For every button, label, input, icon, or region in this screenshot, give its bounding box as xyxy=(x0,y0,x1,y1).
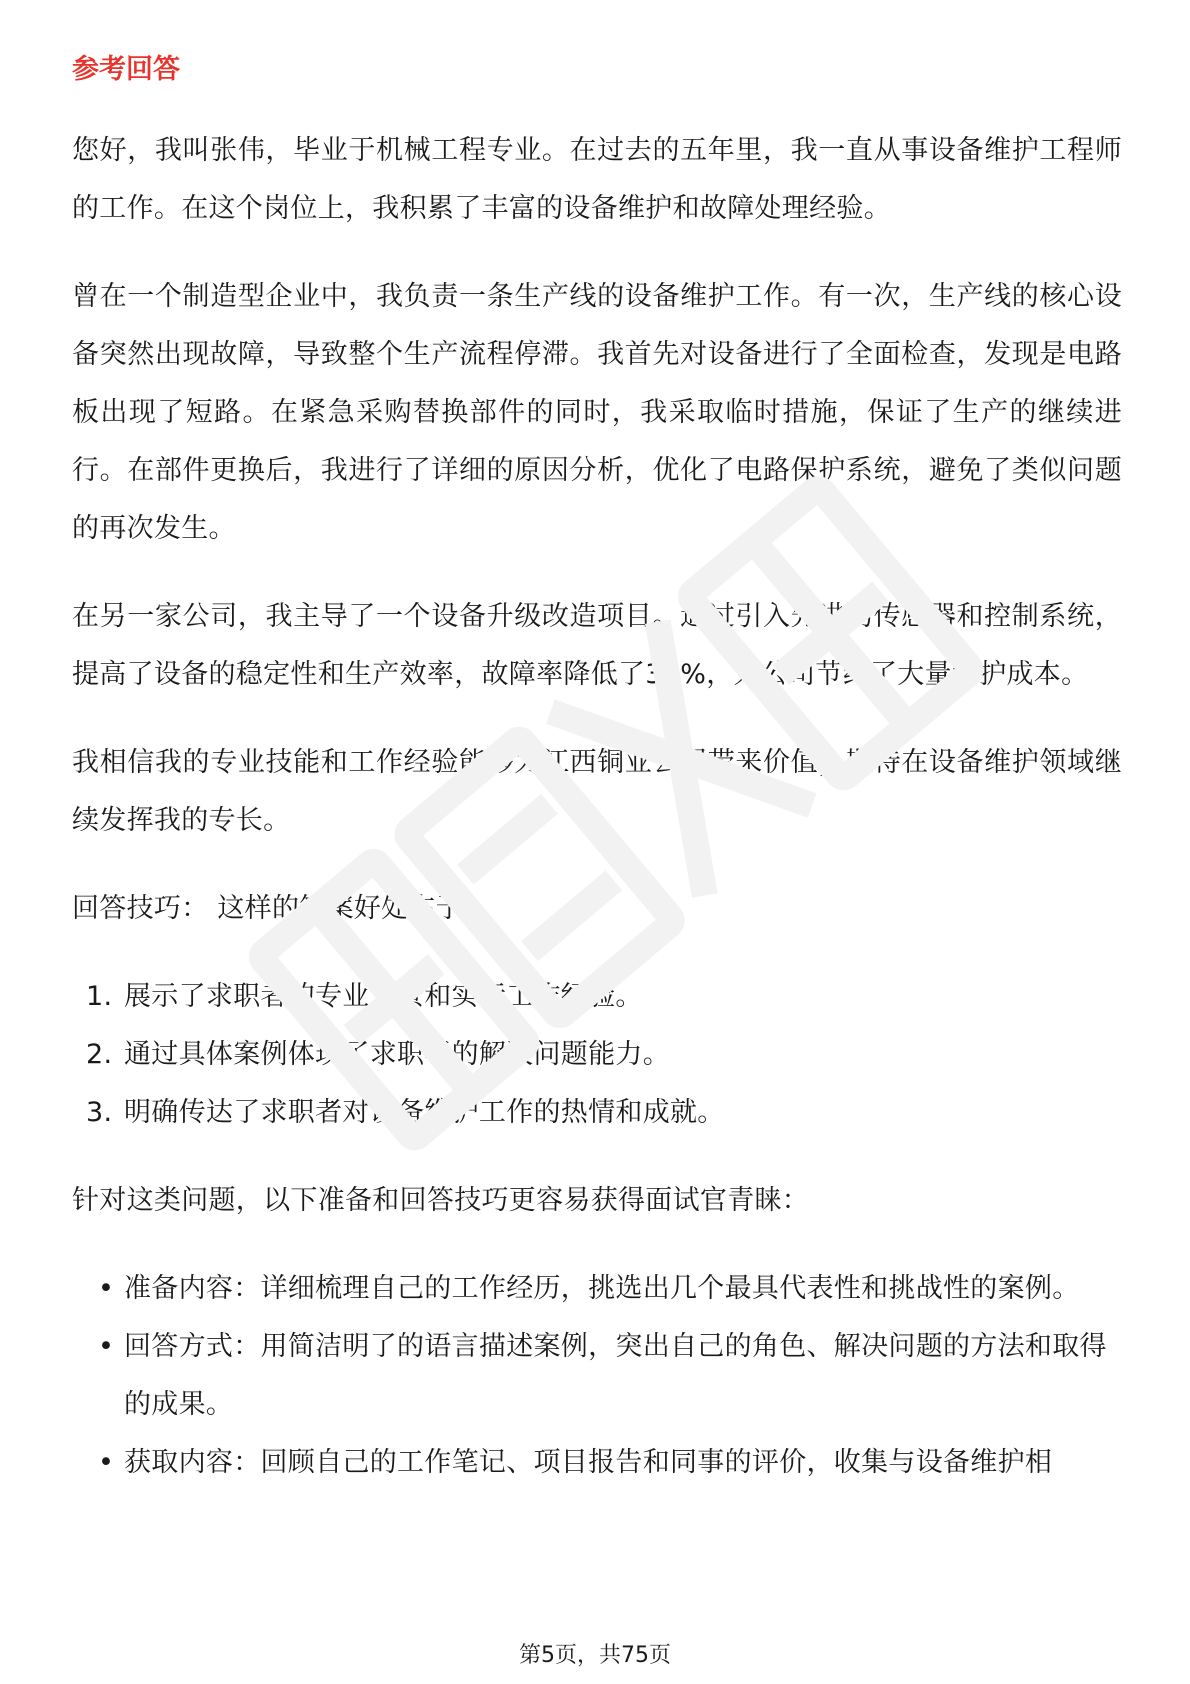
tips-intro: 回答技巧： 这样的答案好处在于： xyxy=(72,893,491,924)
list-item xyxy=(72,1084,1122,1142)
document-body xyxy=(72,48,1122,1522)
advice-intro: 针对这类问题，以下准备和回答技巧更容易获得面试官青睐： xyxy=(72,1185,810,1216)
bullet-icon: • xyxy=(98,1273,115,1304)
list-item-text: 展示了求职者的专业背景和实际工作经验。 xyxy=(124,981,643,1012)
list-item xyxy=(72,968,1122,1026)
paragraph-intro: 您好，我叫张伟，毕业于机械工程专业。在过去的五年里，我一直从事设备维护工程师的工作。在这个岗位上，我积累了丰富的设备维护和故障处理经验。 xyxy=(72,135,1122,224)
list-item-text: 明确传达了求职者对设备维护工作的热情和成就。 xyxy=(124,1097,725,1128)
paragraph-closing: 我相信我的专业技能和工作经验能够为江西铜业公司带来价值，期待在设备维护领域继续发挥我的专长。 xyxy=(72,747,1122,836)
paragraph-case-two: 在另一家公司，我主导了一个设备升级改造项目。通过引入先进的传感器和控制系统，提高了设备的稳定性和生产效率，故障率降低了30%，为公司节约了大量维护成本。 xyxy=(72,601,1122,690)
bullet-icon: • xyxy=(98,1331,115,1362)
list-item-text: 通过具体案例体现了求职者的解决问题能力。 xyxy=(124,1039,670,1070)
page-footer: 第5页，共75页 xyxy=(519,1643,671,1668)
list-item xyxy=(72,1318,1122,1434)
tips-list xyxy=(72,968,1122,1142)
list-number: 1. xyxy=(86,981,113,1012)
paragraph-case-one: 曾在一个制造型企业中，我负责一条生产线的设备维护工作。有一次，生产线的核心设备突然出现故障，导致整个生产流程停滞。我首先对设备进行了全面检查，发现是电路板出现了短路。在紧急采购替换部件的同时，我采取临时措施，保证了生产的继续进行。在部件更换后，我进行了详细的原因分析，优化了电路保护系统，避免了类似问题的再次发生。 xyxy=(72,281,1122,544)
list-item-text: 获取内容：回顾自己的工作笔记、项目报告和同事的评价，收集与设备维护相 xyxy=(124,1447,1053,1478)
bullet-icon: • xyxy=(98,1447,115,1478)
list-item xyxy=(72,1026,1122,1084)
section-heading: 参考回答 xyxy=(72,54,180,85)
list-item xyxy=(72,1434,1122,1492)
list-item xyxy=(72,1260,1122,1318)
list-item-text: 准备内容：详细梳理自己的工作经历，挑选出几个最具代表性和挑战性的案例。 xyxy=(124,1273,1080,1304)
list-number: 3. xyxy=(86,1097,113,1128)
list-item-text: 回答方式：用简洁明了的语言描述案例，突出自己的角色、解决问题的方法和取得的成果。 xyxy=(124,1331,1107,1420)
advice-list xyxy=(72,1260,1122,1492)
list-number: 2. xyxy=(86,1039,113,1070)
